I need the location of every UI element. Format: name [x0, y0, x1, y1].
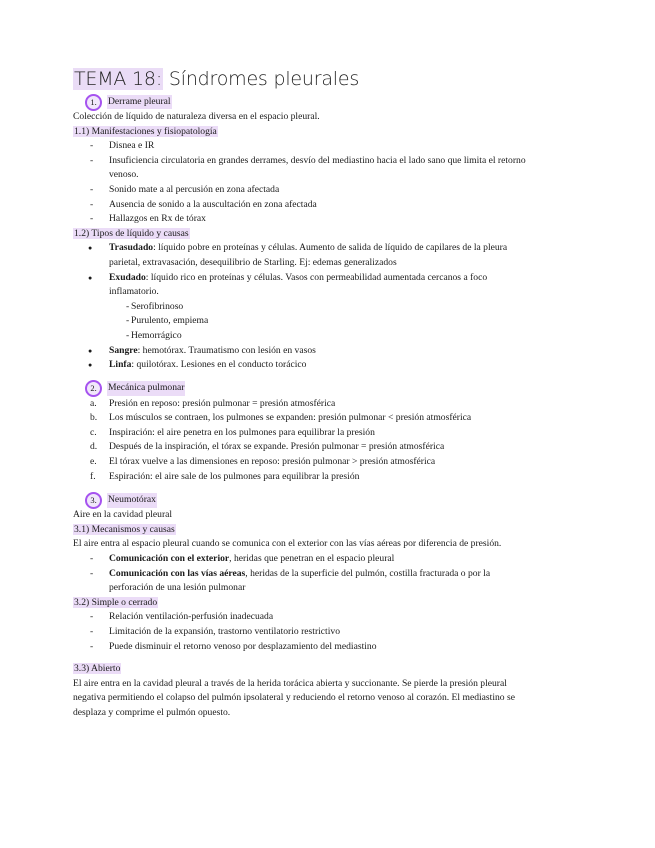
subsection-title: 3.2) Simple o cerrado: [74, 596, 158, 608]
list-item: d. Después de la inspiración, el tórax se expande. Presión pulmonar = presión atmosférica: [90, 441, 445, 453]
subsection-title: 1.2) Tipos de líquido y causas: [74, 227, 189, 239]
section-intro: Colección de líquido de naturaleza diversa en el espacio pleural.: [73, 111, 320, 122]
list-item: c. Inspiración: el aire penetra en los pulmones para equilibrar la presión: [90, 426, 375, 438]
list-item: ● Linfa: quilotórax. Lesiones en el conducto torácico: [73, 358, 533, 373]
section-intro: Aire en la cavidad pleural: [73, 509, 173, 521]
list-item: - Disnea e IR: [73, 139, 533, 154]
page-title: [73, 66, 533, 92]
section-number-badge: 3.: [85, 492, 102, 509]
section-heading-2: [85, 381, 533, 397]
paragraph: El aire entra en la cavidad pleural a través de la herida torácica abierta y succionante. Se pierde la presión pleural negativa permitiendo el colapso del pulmón ipsolateral y reduciendo el retorno venoso al corazón. El mediastino se desplaza y comprime el pulmón opuesto.: [73, 677, 515, 718]
list-item: - Insuficiencia circulatoria en grandes derrames, desvío del mediastino hacia el lado sano que limita el retorno venoso.: [73, 154, 533, 183]
exudate-types-list: [73, 300, 533, 344]
list-item: - Comunicación con las vías aéreas, heridas de la superficie del pulmón, costilla fracturada o por la perforación de una lesión pulmonar: [73, 567, 533, 596]
mechanisms-list: [73, 552, 533, 596]
title-number: TEMA 18:: [74, 68, 163, 90]
list-item: - Ausencia de sonido a la auscultación en zona afectada: [73, 198, 533, 213]
list-item: b. Los músculos se contraen, los pulmones se expanden: presión pulmonar < presión atmosférica: [90, 412, 472, 424]
list-item: a. Presión en reposo: presión pulmonar = presión atmosférica: [90, 397, 336, 409]
section-title: Mecánica pulmonar: [107, 381, 185, 396]
paragraph: El aire entra al espacio pleural cuando se comunica con el exterior con las vías aéreas por diferencia de presión.: [73, 538, 502, 550]
section-heading-3: [85, 492, 533, 508]
list-item: - Hemorrágico: [73, 329, 533, 344]
manifestations-list: [73, 139, 533, 227]
subsection-title: 3.3) Abierto: [74, 663, 121, 675]
list-item: - Sonido mate a al percusión en zona afectada: [73, 183, 533, 198]
list-item: - Relación ventilación-perfusión inadecuada: [73, 610, 533, 625]
list-item: ● Trasudado: líquido pobre en proteínas y células. Aumento de salida de líquido de capilares de la pleura parietal, extravasación, desequilibrio de Starling. Ej: edemas generalizados: [73, 241, 533, 270]
subsection-title: 3.1) Mecanismos y causas: [74, 523, 175, 535]
section-title: Derrame pleural: [107, 95, 172, 110]
section-number-badge: 2.: [85, 380, 102, 397]
list-item: - Comunicación con el exterior, heridas que penetran en el espacio pleural: [73, 552, 533, 567]
mechanics-list: [73, 397, 533, 485]
list-item: - Purulento, empiema: [73, 314, 533, 329]
list-item: - Limitación de la expansión, trastorno ventilatorio restrictivo: [73, 625, 533, 640]
list-item: - Puede disminuir el retorno venoso por desplazamiento del mediastino: [73, 640, 533, 655]
title-text: Síndromes pleurales: [168, 68, 360, 90]
list-item: ● Sangre: hemotórax. Traumatismo con lesión en vasos: [73, 344, 533, 359]
section-number-badge: 1.: [85, 94, 102, 111]
fluid-types-list: [73, 241, 533, 299]
subsection-title: 1.1) Manifestaciones y fisiopatología: [74, 125, 217, 137]
list-item: ● Exudado: líquido rico en proteínas y células. Vasos con permeabilidad aumentada cercanos a foco inflamatorio.: [73, 271, 533, 300]
section-heading-1: [85, 94, 533, 110]
list-item: f. Espiración: el aire sale de los pulmones para equilibrar la presión: [90, 470, 360, 482]
fluid-types-list-continued: [73, 344, 533, 373]
list-item: - Hallazgos en Rx de tórax: [73, 212, 533, 227]
list-item: e. El tórax vuelve a las dimensiones en reposo: presión pulmonar > presión atmosférica: [90, 456, 436, 468]
simple-pneumothorax-list: [73, 610, 533, 654]
list-item: - Serofibrinoso: [73, 300, 533, 315]
document-page: [73, 66, 533, 721]
section-title: Neumotórax: [107, 493, 157, 508]
